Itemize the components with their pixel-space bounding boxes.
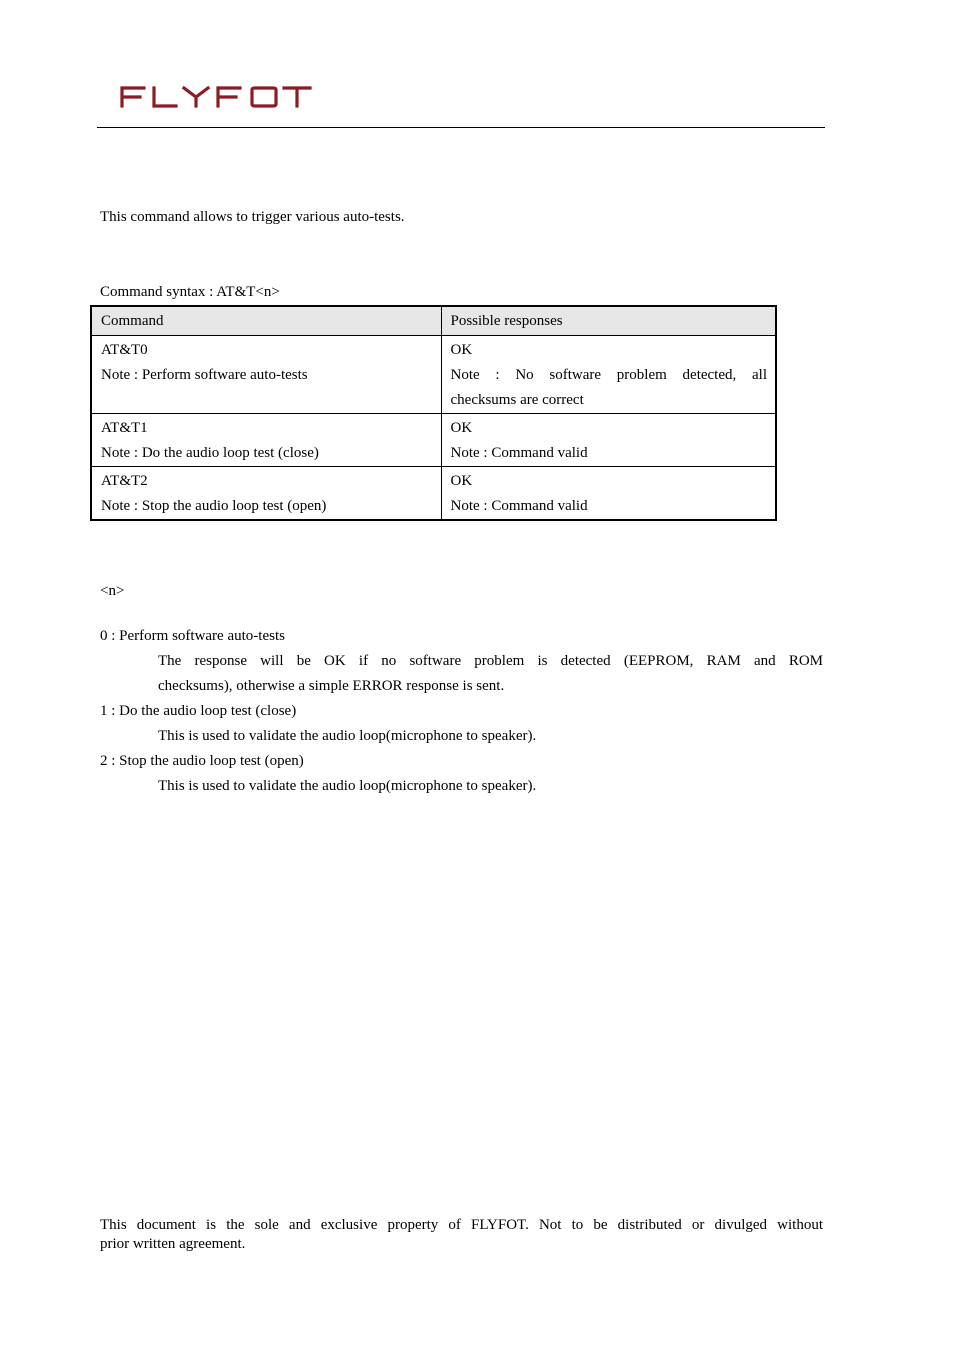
command-cell (91, 414, 441, 467)
response-value: OK (450, 342, 473, 358)
command-name: AT&T1 (101, 420, 148, 436)
response-value: OK (450, 420, 473, 436)
response-cell (441, 336, 776, 414)
param-value-desc: This is used to validate the audio loop(microphone to speaker). (158, 728, 537, 744)
response-note: Note : No software problem detected, all (450, 367, 767, 383)
command-name: AT&T2 (101, 473, 148, 489)
table-row (91, 336, 776, 414)
response-cell (441, 467, 776, 521)
command-note: Note : Perform software auto-tests (101, 367, 308, 383)
intro-text: This command allows to trigger various auto-tests. (100, 209, 405, 225)
response-cell (441, 414, 776, 467)
table-row (91, 467, 776, 521)
response-note: Note : Command valid (450, 445, 588, 461)
param-value-desc: This is used to validate the audio loop(microphone to speaker). (158, 778, 537, 794)
flyfot-logo (118, 80, 314, 114)
param-value-desc: The response will be OK if no software problem is detected (EEPROM, RAM and ROM (158, 653, 823, 669)
parameter-name: <n> (100, 583, 125, 599)
table-header-responses: Possible responses (441, 306, 776, 336)
response-note: Note : Command valid (450, 498, 588, 514)
param-value-label: 1 : Do the audio loop test (close) (100, 703, 297, 719)
footer-notice (100, 1216, 823, 1254)
param-value-desc-cont: checksums), otherwise a simple ERROR response is sent. (158, 678, 505, 694)
command-cell (91, 336, 441, 414)
table-row (91, 414, 776, 467)
table-header-command: Command (91, 306, 441, 336)
command-note: Note : Stop the audio loop test (open) (101, 498, 327, 514)
command-syntax: Command syntax : AT&T<n> (100, 284, 280, 300)
command-cell (91, 467, 441, 521)
response-value: OK (450, 473, 473, 489)
command-name: AT&T0 (101, 342, 148, 358)
param-value-label: 2 : Stop the audio loop test (open) (100, 753, 304, 769)
footer-line: prior written agreement. (100, 1236, 246, 1252)
param-value-label: 0 : Perform software auto-tests (100, 628, 285, 644)
table-header-row (91, 306, 776, 336)
response-note-cont: checksums are correct (450, 392, 584, 408)
footer-line: This document is the sole and exclusive property of FLYFOT. Not to be distributed or divulged without (100, 1217, 823, 1233)
header-rule (97, 127, 825, 128)
command-note: Note : Do the audio loop test (close) (101, 445, 319, 461)
command-table (90, 305, 777, 521)
